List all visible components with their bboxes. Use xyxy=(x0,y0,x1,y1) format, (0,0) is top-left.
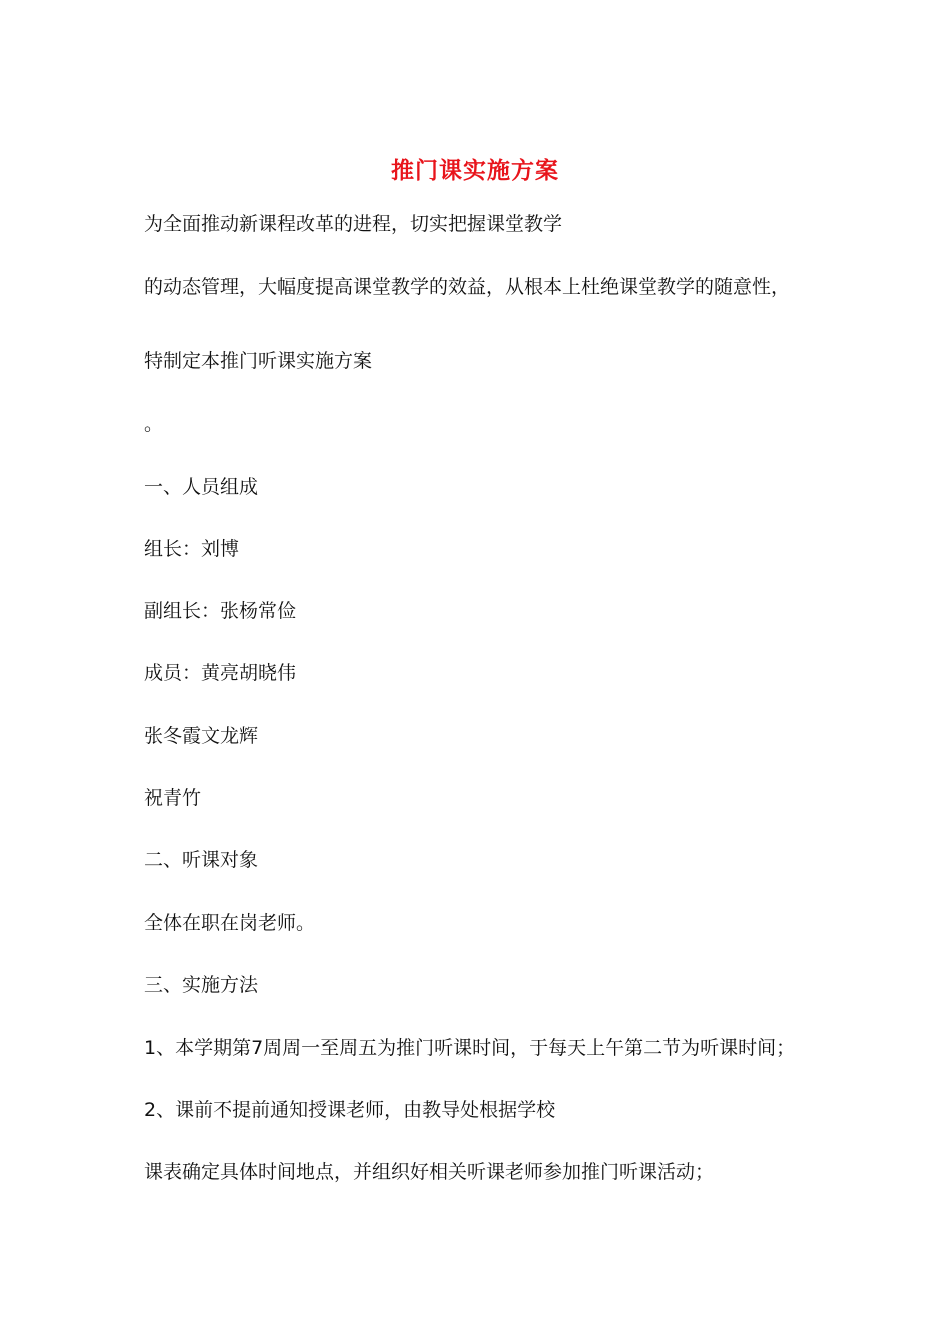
paragraph-line: 张冬霞文龙辉 xyxy=(144,725,259,747)
paragraph-line: 全体在职在岗老师。 xyxy=(144,912,316,934)
paragraph-line: 为全面推动新课程改革的进程，切实把握课堂教学 xyxy=(144,213,563,235)
paragraph-line: 2、课前不提前通知授课老师，由教导处根据学校 xyxy=(144,1099,556,1121)
paragraph-line: 成员：黄亮胡晓伟 xyxy=(144,662,297,684)
paragraph-line: 副组长：张杨常俭 xyxy=(144,600,297,622)
paragraph-line: 1、本学期第7周周一至周五为推门听课时间，于每天上午第二节为听课时间； xyxy=(144,1037,796,1059)
paragraph-line: 组长：刘博 xyxy=(144,538,240,560)
section-heading: 一、人员组成 xyxy=(144,476,259,498)
document-title: 推门课实施方案 xyxy=(391,157,559,184)
paragraph-line: 课表确定具体时间地点，并组织好相关听课老师参加推门听课活动； xyxy=(144,1161,715,1183)
paragraph-line: 。 xyxy=(144,413,164,435)
paragraph-line: 祝青竹 xyxy=(144,787,202,809)
paragraph-line: 的动态管理，大幅度提高课堂教学的效益，从根本上杜绝课堂教学的随意性， xyxy=(144,276,791,298)
paragraph-line: 特制定本推门听课实施方案 xyxy=(144,350,373,372)
section-heading: 二、听课对象 xyxy=(144,849,259,871)
section-heading: 三、实施方法 xyxy=(144,974,259,996)
